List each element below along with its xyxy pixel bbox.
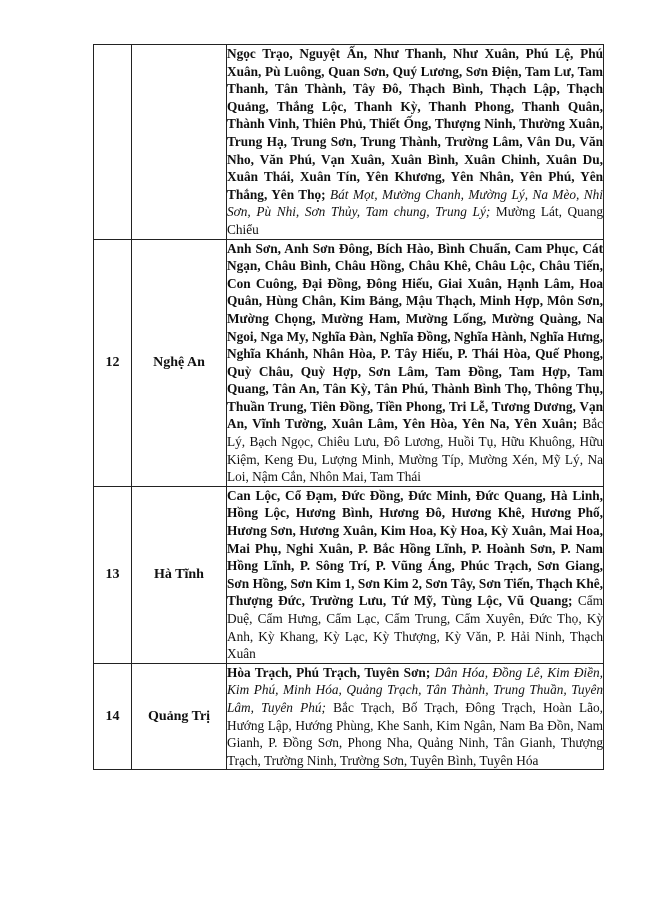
province-commune-table — [93, 44, 604, 770]
table-row — [94, 486, 604, 663]
table-row — [94, 45, 604, 240]
commune-list-italic: Dân Hóa, Đồng Lê, Kim Điền, Kim Phú, Minh Hóa, Quảng Trạch, Tân Thành, Trung Thuần, Tuyên Lâm, Tuyên Phú; — [227, 664, 603, 715]
row-number — [94, 45, 132, 240]
commune-list — [227, 663, 604, 770]
commune-list-regular: Mường Lát, Quang Chiểu — [227, 204, 603, 237]
row-number: 13 — [94, 486, 132, 663]
row-number: 12 — [94, 239, 132, 486]
commune-list-bold: Anh Sơn, Anh Sơn Đông, Bích Hào, Bình Chuẩn, Cam Phục, Cát Ngạn, Châu Bình, Châu Hồng, Châu Khê, Châu Lộc, Châu Tiến, Con Cuông, Đại Đồng, Đông Hiếu, Giai Xuân, Hạnh Lâm, Hoa Quân, Hùng Chân, Kim Bảng, Mậu Thạch, Minh Hợp, Môn Sơn, Mường Chọng, Mường Ham, Mường Lống, Mường Quàng, Na Ngoi, Nga My, Nghĩa Đàn, Nghĩa Đồng, Nghĩa Hành, Nghĩa Hưng, Nghĩa Khánh, Nhân Hòa, P. Tây Hiếu, P. Thái Hòa, Quế Phong, Quỳ Châu, Quỳ Hợp, Sơn Lâm, Tam Đồng, Tam Hợp, Tam Quang, Tân An, Tân Kỳ, Tân Phú, Thành Bình Thọ, Thông Thụ, Thuần Trung, Tiên Đồng, Tiền Phong, Tri Lễ, Tương Dương, Vạn An, Vĩnh Tường, Xuân Lâm, Yên Hòa, Yên Na, Yên Xuân; — [227, 240, 603, 432]
table-row — [94, 663, 604, 770]
commune-list-bold: Hòa Trạch, Phú Trạch, Tuyên Sơn; — [227, 664, 431, 680]
province-name: Quảng Trị — [132, 663, 227, 770]
commune-list-bold: Ngọc Trạo, Nguyệt Ấn, Như Thanh, Như Xuân, Phú Lệ, Phú Xuân, Pù Luông, Quan Sơn, Quý Lương, Sơn Điện, Tam Lư, Tam Thanh, Tân Thành, Tây Đô, Thạch Bình, Thạch Lập, Thạch Quảng, Thắng Lộc, Thanh Kỳ, Thanh Phong, Thanh Quân, Thành Vinh, Thiên Phủ, Thiết Ống, Thượng Ninh, Thường Xuân, Trung Hạ, Trung Sơn, Trung Thành, Trường Lâm, Vân Du, Văn Nho, Văn Phú, Vạn Xuân, Xuân Bình, Xuân Chinh, Xuân Du, Xuân Thái, Xuân Tín, Yên Khương, Yên Nhân, Yên Phú, Yên Thắng, Yên Thọ; — [227, 46, 603, 202]
table-row — [94, 239, 604, 486]
commune-list-italic: Bát Mọt, Mường Chanh, Mường Lý, Na Mèo, Nhi Sơn, Pù Nhi, Sơn Thủy, Tam chung, Trung Lý; — [227, 186, 603, 220]
commune-list — [227, 45, 604, 240]
commune-list-bold: Can Lộc, Cổ Đạm, Đức Đồng, Đức Minh, Đức Quang, Hà Linh, Hồng Lộc, Hương Bình, Hương Đô, Hương Khê, Hương Phố, Hương Sơn, Hương Xuân, Kim Hoa, Kỳ Hoa, Kỳ Xuân, Mai Hoa, Mai Phụ, Nghi Xuân, P. Bắc Hồng Lĩnh, P. Hoành Sơn, P. Nam Hồng Lĩnh, P. Sông Trí, P. Vũng Áng, Phúc Trạch, Sơn Giang, Sơn Hồng, Sơn Kim 1, Sơn Kim 2, Sơn Tây, Sơn Tiến, Thạch Khê, Thượng Đức, Trường Lưu, Tứ Mỹ, Tùng Lộc, Vũ Quang; — [227, 487, 603, 609]
province-name: Nghệ An — [132, 239, 227, 486]
commune-list — [227, 239, 604, 486]
province-name: Hà Tĩnh — [132, 486, 227, 663]
commune-list-regular: Bắc Trạch, Bố Trạch, Đông Trạch, Hoàn Lão, Hướng Lập, Hướng Phùng, Khe Sanh, Kim Ngân, Nam Ba Đồn, Nam Gianh, P. Đồng Sơn, Phong Nha, Quảng Ninh, Tân Gianh, Thượng Trạch, Trường Ninh, Trường Sơn, Tuyên Bình, Tuyên Hóa — [227, 699, 603, 768]
commune-list-regular: Bắc Lý, Bạch Ngọc, Chiêu Lưu, Đô Lương, Huồi Tụ, Hữu Khuông, Hữu Kiệm, Keng Đu, Lượng Minh, Mường Típ, Mường Xén, Mỹ Lý, Na Loi, Nậm Cắn, Nhôn Mai, Tam Thái — [227, 416, 603, 485]
commune-list-regular: Cẩm Duệ, Cẩm Hưng, Cẩm Lạc, Cẩm Trung, Cẩm Xuyên, Đức Thọ, Kỳ Anh, Kỳ Khang, Kỳ Lạc, Kỳ Thượng, Kỳ Văn, P. Hải Ninh, Thạch Xuân — [227, 593, 603, 662]
commune-list — [227, 486, 604, 663]
province-name — [132, 45, 227, 240]
row-number: 14 — [94, 663, 132, 770]
